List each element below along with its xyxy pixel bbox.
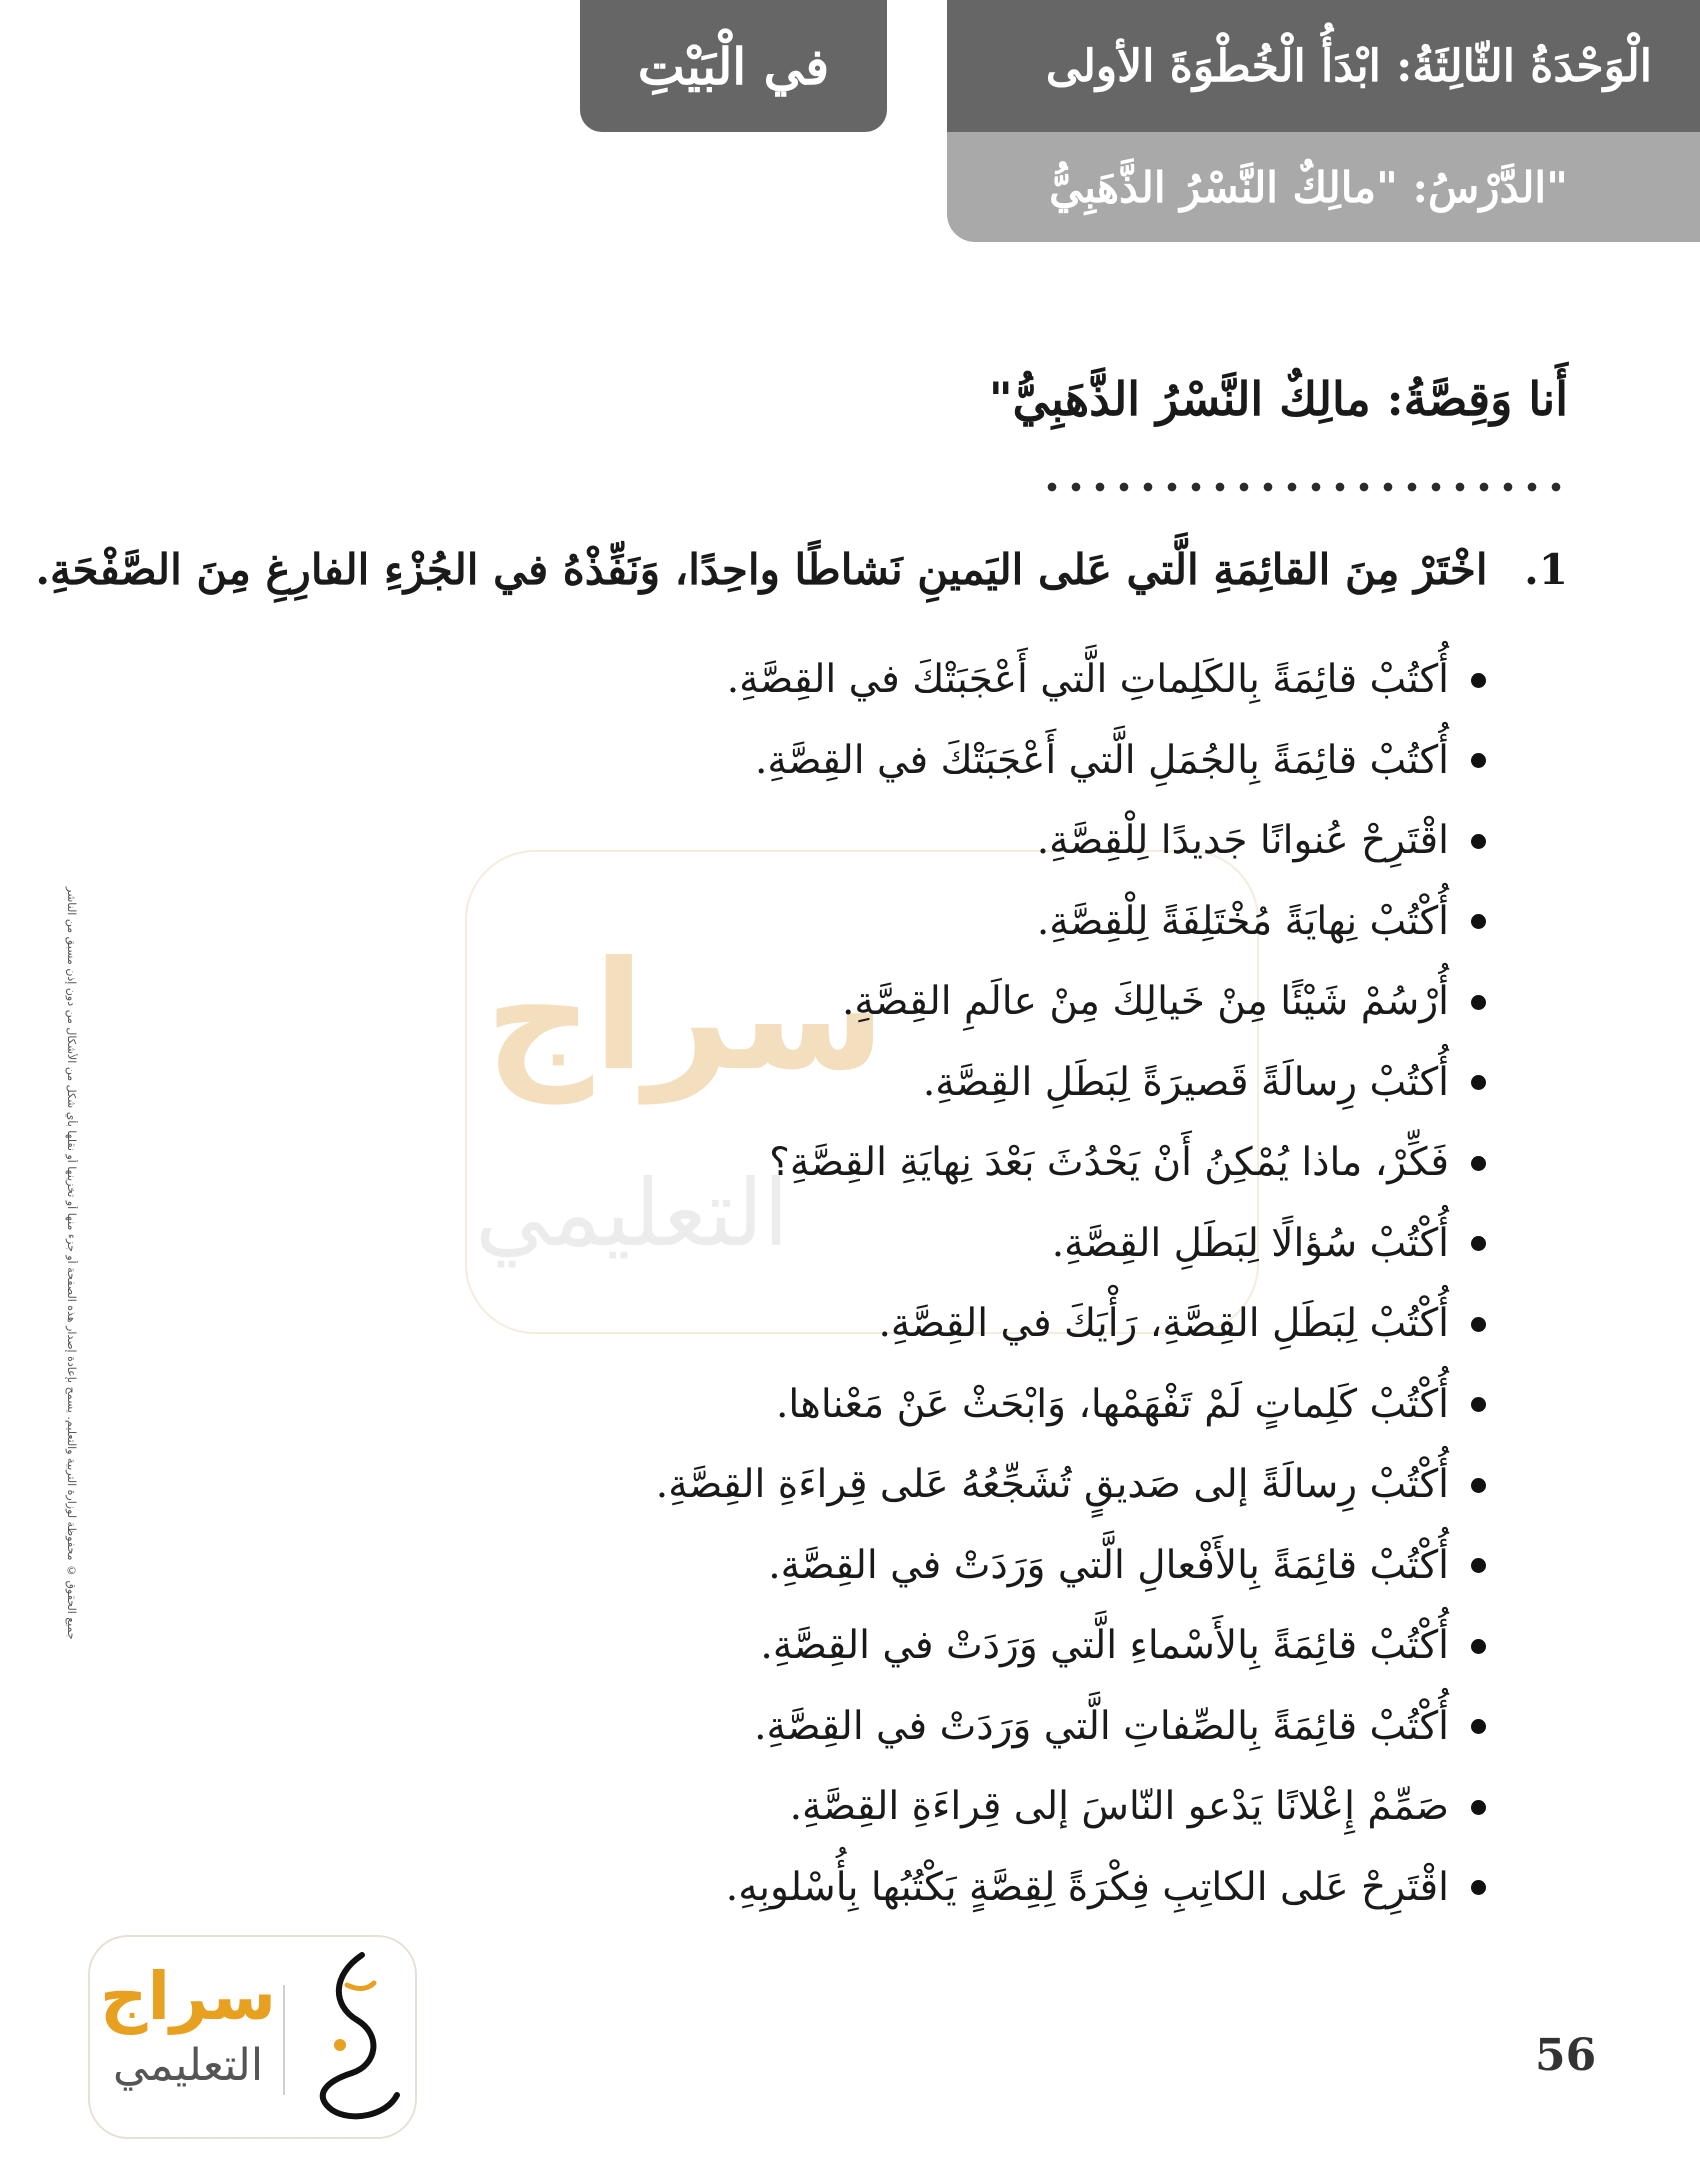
activity-text: أُكْتُبْ لِبَطَلِ القِصَّةِ، رَأْيَكَ في القِصَّةِ. <box>878 1301 1449 1347</box>
bullet-icon <box>1471 1397 1486 1412</box>
copyright-note: جميع الحقوق © محفوظة لوزارة التربية والتعليم. يسمح بإعادة إصدار هذه الصفحة أو جزء منها أو تخزينها أو نقلها بأي شكل من الأشكال من دون إذن مسبق من الناشر <box>65 887 78 1640</box>
bullet-icon <box>1471 995 1486 1010</box>
bullet-icon <box>1471 673 1486 688</box>
activity-text: أُكْتُبْ قائِمَةً بِالأَفْعالِ الَّتي وَرَدَتْ في القِصَّةِ. <box>768 1542 1449 1588</box>
unit-header <box>947 0 1700 132</box>
activity-text: أُكْتُبْ نِهايَةً مُخْتَلِفَةً لِلْقِصَّةِ. <box>1036 898 1449 944</box>
activity-text: أُكتُبْ رِسالَةً قَصيرَةً لِبَطَلِ القِصَّةِ. <box>922 1059 1449 1105</box>
logo-divider <box>283 1985 285 2095</box>
list-item <box>656 1365 1486 1446</box>
activity-text: أُكْتُبْ قائِمَةً بِالأَسْماءِ الَّتي وَرَدَتْ في القِصَّةِ. <box>760 1623 1449 1669</box>
activity-text: اقْتَرِحْ عُنوانًا جَديدًا لِلْقِصَّةِ. <box>1036 818 1449 864</box>
activity-text: أُكتُبْ قائِمَةً بِالجُمَلِ الَّتي أَعْجَبَتْكَ في القِصَّةِ. <box>755 737 1449 783</box>
activity-text: أُكْتُبْ قائِمَةً بِالصِّفاتِ الَّتي وَرَدَتْ في القِصَّةِ. <box>754 1703 1449 1749</box>
activity-text: اقْتَرِحْ عَلى الكاتِبِ فِكْرَةً لِقِصَّةٍ يَكْتُبُها بِأُسْلوبِهِ. <box>725 1864 1449 1910</box>
bullet-icon <box>1471 1236 1486 1251</box>
section-title: أَنا وَقِصَّةُ: مالِكٌ النَّسْرُ الذَّهَبِيُّ" <box>988 372 1568 426</box>
logo-word-siraj: سراج <box>99 1958 277 2035</box>
watermark-word-siraj: سراج <box>485 930 886 1104</box>
list-item <box>656 1204 1486 1285</box>
list-item <box>656 1767 1486 1848</box>
watermark-word-taalimi: التعليمي <box>475 1160 789 1267</box>
list-item <box>656 1606 1486 1687</box>
question-1 <box>35 545 1568 594</box>
activity-text: فَكِّرْ، ماذا يُمْكِنُ أَنْ يَحْدُثَ بَعْدَ نِهايَةِ القِصَّةِ؟ <box>769 1140 1449 1186</box>
logo-word-taalimi: التعليمي <box>112 2040 264 2091</box>
activity-text: أُكتُبْ قائِمَةً بِالكَلِماتِ الَّتي أَعْجَبَتْكَ في القِصَّةِ. <box>726 657 1449 703</box>
list-item <box>656 721 1486 802</box>
activity-text: أُكْتُبْ رِسالَةً إلى صَديقٍ تُشَجِّعُهُ عَلى قِراءَةِ القِصَّةِ. <box>655 1462 1449 1508</box>
bullet-icon <box>1471 1800 1486 1815</box>
list-item <box>656 1848 1486 1929</box>
list-item <box>656 882 1486 963</box>
activity-text: أُكْتُبْ كَلِماتٍ لَمْ تَفْهَمْها، وَابْحَثْ عَنْ مَعْناها. <box>775 1381 1449 1427</box>
unit-title: الْوَحْدَةُ الثّالِثَةُ: ابْدَأُ الْخُطْوَةَ الأولى <box>1045 40 1652 92</box>
bullet-icon <box>1471 914 1486 929</box>
bullet-icon <box>1471 834 1486 849</box>
activity-text: أُرْسُمْ شَيْئًا مِنْ خَيالِكَ مِنْ عالَمِ القِصَّةِ. <box>841 979 1449 1025</box>
activity-list <box>656 640 1486 1928</box>
bullet-icon <box>1471 1719 1486 1734</box>
home-tab-label: في الْبَيْتِ <box>637 36 830 96</box>
calligraphy-logo-icon <box>292 1945 410 2125</box>
question-number: 1. <box>1524 545 1568 594</box>
list-item <box>656 1526 1486 1607</box>
list-item <box>656 1043 1486 1124</box>
bullet-icon <box>1471 1639 1486 1654</box>
list-item <box>656 1123 1486 1204</box>
list-item <box>656 801 1486 882</box>
bullet-icon <box>1471 753 1486 768</box>
lesson-header <box>947 132 1700 242</box>
bullet-icon <box>1471 1558 1486 1573</box>
activity-text: صَمِّمْ إِعْلانًا يَدْعو النّاسَ إلى قِراءَةِ القِصَّةِ. <box>789 1784 1449 1830</box>
bullet-icon <box>1471 1156 1486 1171</box>
list-item <box>656 1284 1486 1365</box>
lesson-title: الدَّرْسُ: "مالِكٌ النَّسْرُ الذَّهَبِيُّ" <box>1049 162 1568 212</box>
bullet-icon <box>1471 1317 1486 1332</box>
activity-text: أُكْتُبْ سُؤالًا لِبَطَلِ القِصَّةِ. <box>1051 1220 1449 1266</box>
list-item <box>656 1687 1486 1768</box>
list-item <box>656 962 1486 1043</box>
dotted-divider <box>1040 482 1570 492</box>
bullet-icon <box>1471 1478 1486 1493</box>
question-text: اخْتَرْ مِنَ القائِمَةِ الَّتي عَلى اليَمينِ نَشاطًا واحِدًا، وَنَفِّذْهُ في الجُزْءِ الفارِغِ مِنَ الصَّفْحَةِ. <box>35 545 1488 594</box>
list-item <box>656 640 1486 721</box>
home-tab <box>580 0 887 132</box>
bullet-icon <box>1471 1880 1486 1895</box>
list-item <box>656 1445 1486 1526</box>
bullet-icon <box>1471 1075 1486 1090</box>
page-number: 56 <box>1535 2030 1597 2081</box>
